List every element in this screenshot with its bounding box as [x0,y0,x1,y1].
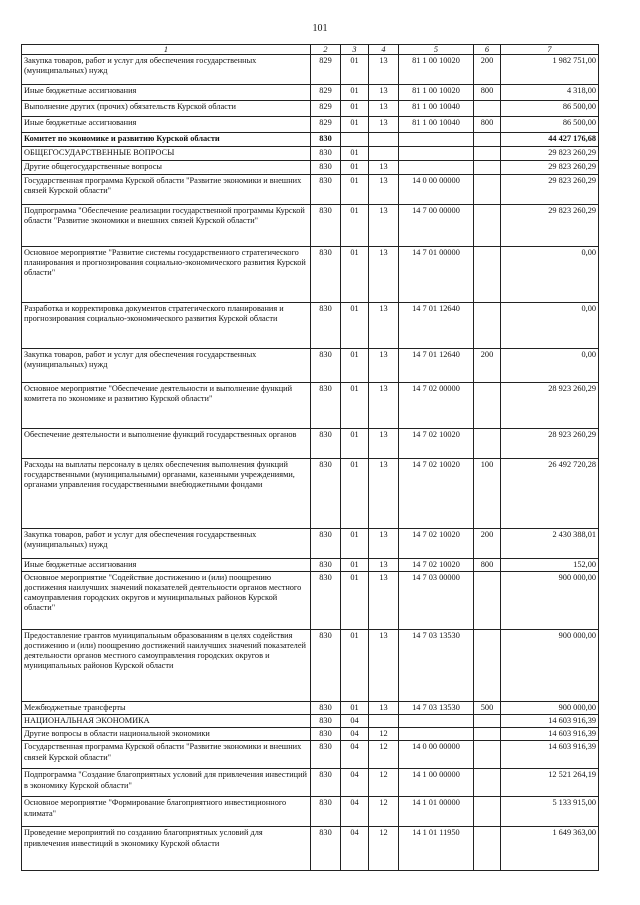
header-col-5: 5 [399,45,474,55]
row-admin-code-cell: 829 [311,55,341,85]
row-name-cell: Закупка товаров, работ и услуг для обеспечения государственных (муниципальных) нужд [22,349,311,383]
row-name-cell: Иные бюджетные ассигнования [22,117,311,133]
row-name-cell: Другие вопросы в области национальной экономики [22,728,311,741]
row-amount-cell: 152,00 [501,559,599,572]
table-row [22,702,599,715]
row-target-article-cell: 81 1 00 10020 [399,55,474,85]
row-subsection-cell: 13 [369,247,399,303]
row-expense-type-cell [474,741,501,769]
row-name-cell: Комитет по экономике и развитию Курской области [22,133,311,147]
header-col-3: 3 [341,45,369,55]
row-section-cell: 04 [341,769,369,797]
budget-table [21,44,599,871]
row-subsection-cell: 13 [369,572,399,630]
row-target-article-cell: 14 7 00 00000 [399,205,474,247]
row-section-cell: 01 [341,529,369,559]
row-expense-type-cell [474,205,501,247]
row-admin-code-cell: 830 [311,572,341,630]
row-subsection-cell: 13 [369,383,399,429]
row-name-cell: Проведение мероприятий по созданию благоприятных условий для привлечения инвестиций в экономику Курской области [22,827,311,871]
table-row [22,175,599,205]
row-target-article-cell: 14 7 01 00000 [399,247,474,303]
row-section-cell: 01 [341,85,369,101]
row-target-article-cell: 14 7 02 10020 [399,559,474,572]
row-target-article-cell: 14 7 01 12640 [399,349,474,383]
page-number: 101 [312,23,328,34]
row-expense-type-cell [474,175,501,205]
row-subsection-cell: 13 [369,175,399,205]
row-amount-cell: 1 982 751,00 [501,55,599,85]
row-expense-type-cell [474,769,501,797]
row-section-cell: 01 [341,161,369,175]
row-expense-type-cell [474,161,501,175]
table-row [22,459,599,529]
row-name-cell: Другие общегосударственные вопросы [22,161,311,175]
row-amount-cell: 26 492 720,28 [501,459,599,529]
row-target-article-cell [399,715,474,728]
row-amount-cell: 14 603 916,39 [501,715,599,728]
row-expense-type-cell [474,147,501,161]
table-row [22,741,599,769]
row-section-cell [341,133,369,147]
row-admin-code-cell: 830 [311,741,341,769]
row-admin-code-cell: 830 [311,559,341,572]
row-section-cell: 01 [341,147,369,161]
table-row [22,205,599,247]
row-amount-cell: 5 133 915,00 [501,797,599,827]
row-amount-cell: 29 823 260,29 [501,147,599,161]
row-admin-code-cell: 829 [311,85,341,101]
row-section-cell: 04 [341,797,369,827]
row-admin-code-cell: 830 [311,702,341,715]
row-expense-type-cell [474,827,501,871]
row-subsection-cell: 13 [369,101,399,117]
table-row [22,529,599,559]
row-name-cell: Закупка товаров, работ и услуг для обеспечения государственных (муниципальных) нужд [22,529,311,559]
row-subsection-cell [369,715,399,728]
row-name-cell: ОБЩЕГОСУДАРСТВЕННЫЕ ВОПРОСЫ [22,147,311,161]
row-name-cell: Государственная программа Курской области "Развитие экономики и внешних связей Курской области" [22,741,311,769]
row-admin-code-cell: 830 [311,205,341,247]
row-expense-type-cell [474,797,501,827]
row-subsection-cell: 13 [369,429,399,459]
row-admin-code-cell: 830 [311,147,341,161]
row-admin-code-cell: 830 [311,429,341,459]
header-col-1: 1 [22,45,311,55]
row-section-cell: 01 [341,459,369,529]
row-subsection-cell: 12 [369,741,399,769]
row-name-cell: Основное мероприятие "Развитие системы государственного стратегического планирования и прогнозирования социально-экономического развития Курской области" [22,247,311,303]
table-row [22,827,599,871]
row-expense-type-cell [474,728,501,741]
row-name-cell: Подпрограмма "Обеспечение реализации государственной программы Курской области "Развитие экономики и внешних связей Курской области" [22,205,311,247]
row-amount-cell: 29 823 260,29 [501,161,599,175]
row-name-cell: Государственная программа Курской области "Развитие экономики и внешних связей Курской области" [22,175,311,205]
row-expense-type-cell: 200 [474,55,501,85]
table-row [22,797,599,827]
row-target-article-cell: 14 1 01 11950 [399,827,474,871]
table-row [22,85,599,101]
row-expense-type-cell [474,715,501,728]
row-amount-cell: 900 000,00 [501,572,599,630]
row-section-cell: 01 [341,559,369,572]
row-target-article-cell: 14 7 02 10020 [399,459,474,529]
row-name-cell: Основное мероприятие "Содействие достижению и (или) поощрению достижения наилучших значений показателей деятельности органов местного самоуправления городских округов и муниципальных районов Курской области" [22,572,311,630]
row-amount-cell: 1 649 363,00 [501,827,599,871]
row-name-cell: Иные бюджетные ассигнования [22,559,311,572]
row-amount-cell: 14 603 916,39 [501,728,599,741]
row-section-cell: 04 [341,715,369,728]
row-subsection-cell [369,133,399,147]
row-subsection-cell [369,147,399,161]
row-target-article-cell: 14 1 00 00000 [399,769,474,797]
row-subsection-cell: 13 [369,117,399,133]
header-col-4: 4 [369,45,399,55]
row-admin-code-cell: 830 [311,769,341,797]
row-name-cell: Разработка и корректировка документов стратегического планирования и прогнозирования социально-экономического развития Курской области [22,303,311,349]
row-target-article-cell: 14 0 00 00000 [399,741,474,769]
table-row [22,715,599,728]
row-amount-cell: 0,00 [501,349,599,383]
row-admin-code-cell: 830 [311,529,341,559]
row-subsection-cell: 13 [369,559,399,572]
row-subsection-cell: 12 [369,769,399,797]
row-admin-code-cell: 830 [311,133,341,147]
row-admin-code-cell: 830 [311,715,341,728]
row-expense-type-cell [474,572,501,630]
row-target-article-cell: 14 7 02 10020 [399,529,474,559]
row-target-article-cell [399,133,474,147]
row-admin-code-cell: 830 [311,797,341,827]
row-target-article-cell: 14 7 02 10020 [399,429,474,459]
row-section-cell: 01 [341,55,369,85]
row-subsection-cell: 13 [369,529,399,559]
row-expense-type-cell: 800 [474,559,501,572]
row-amount-cell: 900 000,00 [501,630,599,702]
row-section-cell: 01 [341,101,369,117]
row-admin-code-cell: 829 [311,117,341,133]
row-target-article-cell: 14 7 03 13530 [399,702,474,715]
row-name-cell: Межбюджетные трансферты [22,702,311,715]
row-section-cell: 04 [341,728,369,741]
row-amount-cell: 29 823 260,29 [501,205,599,247]
row-admin-code-cell: 830 [311,459,341,529]
row-target-article-cell: 14 7 03 13530 [399,630,474,702]
row-section-cell: 01 [341,205,369,247]
row-subsection-cell: 13 [369,630,399,702]
row-section-cell: 01 [341,429,369,459]
row-admin-code-cell: 830 [311,303,341,349]
row-amount-cell: 0,00 [501,303,599,349]
row-expense-type-cell: 800 [474,85,501,101]
row-section-cell: 01 [341,247,369,303]
table-row [22,383,599,429]
row-target-article-cell: 81 1 00 10020 [399,85,474,101]
table-row [22,630,599,702]
row-section-cell: 04 [341,741,369,769]
row-name-cell: Закупка товаров, работ и услуг для обеспечения государственных (муниципальных) нужд [22,55,311,85]
row-subsection-cell: 12 [369,728,399,741]
row-target-article-cell: 14 7 02 00000 [399,383,474,429]
row-admin-code-cell: 830 [311,827,341,871]
row-amount-cell: 900 000,00 [501,702,599,715]
row-admin-code-cell: 830 [311,630,341,702]
header-col-2: 2 [311,45,341,55]
row-expense-type-cell [474,101,501,117]
table-row [22,161,599,175]
row-amount-cell: 28 923 260,29 [501,383,599,429]
row-amount-cell: 44 427 176,68 [501,133,599,147]
row-name-cell: Подпрограмма "Создание благоприятных условий для привлечения инвестиций в экономику Курской области" [22,769,311,797]
row-admin-code-cell: 830 [311,728,341,741]
row-target-article-cell [399,147,474,161]
row-expense-type-cell: 500 [474,702,501,715]
table-row [22,147,599,161]
row-expense-type-cell: 200 [474,349,501,383]
header-col-6: 6 [474,45,501,55]
row-expense-type-cell [474,247,501,303]
row-section-cell: 01 [341,117,369,133]
row-name-cell: Обеспечение деятельности и выполнение функций государственных органов [22,429,311,459]
row-name-cell: Выполнение других (прочих) обязательств Курской области [22,101,311,117]
row-target-article-cell: 81 1 00 10040 [399,117,474,133]
table-row [22,247,599,303]
row-admin-code-cell: 830 [311,383,341,429]
row-section-cell: 04 [341,827,369,871]
row-amount-cell: 86 500,00 [501,101,599,117]
row-admin-code-cell: 830 [311,161,341,175]
row-target-article-cell: 14 7 03 00000 [399,572,474,630]
header-col-7: 7 [501,45,599,55]
row-expense-type-cell: 100 [474,459,501,529]
table-row [22,117,599,133]
row-target-article-cell: 14 0 00 00000 [399,175,474,205]
row-section-cell: 01 [341,702,369,715]
row-section-cell: 01 [341,383,369,429]
table-row [22,101,599,117]
row-subsection-cell: 13 [369,205,399,247]
row-target-article-cell [399,161,474,175]
row-expense-type-cell [474,630,501,702]
table-row [22,572,599,630]
row-name-cell: Иные бюджетные ассигнования [22,85,311,101]
row-section-cell: 01 [341,572,369,630]
row-expense-type-cell [474,383,501,429]
row-amount-cell: 12 521 264,19 [501,769,599,797]
row-subsection-cell: 12 [369,827,399,871]
row-amount-cell: 14 603 916,39 [501,741,599,769]
row-admin-code-cell: 830 [311,175,341,205]
table-row [22,769,599,797]
row-expense-type-cell: 800 [474,117,501,133]
row-amount-cell: 29 823 260,29 [501,175,599,205]
table-row [22,728,599,741]
row-amount-cell: 4 318,00 [501,85,599,101]
row-subsection-cell: 13 [369,702,399,715]
table-row [22,429,599,459]
row-amount-cell: 2 430 388,01 [501,529,599,559]
row-target-article-cell: 14 1 01 00000 [399,797,474,827]
row-subsection-cell: 13 [369,161,399,175]
row-admin-code-cell: 830 [311,349,341,383]
row-name-cell: Основное мероприятие "Обеспечение деятельности и выполнение функций комитета по экономике и развитию Курской области" [22,383,311,429]
row-admin-code-cell: 829 [311,101,341,117]
row-expense-type-cell [474,429,501,459]
row-target-article-cell: 14 7 01 12640 [399,303,474,349]
table-header-row [22,45,599,55]
row-subsection-cell: 13 [369,85,399,101]
row-section-cell: 01 [341,630,369,702]
row-amount-cell: 0,00 [501,247,599,303]
table-row [22,559,599,572]
row-admin-code-cell: 830 [311,247,341,303]
row-subsection-cell: 13 [369,459,399,529]
row-expense-type-cell [474,133,501,147]
row-expense-type-cell [474,303,501,349]
table-row [22,133,599,147]
table-body [22,55,599,871]
row-name-cell: Предоставление грантов муниципальным образованиям в целях содействия достижению и (или) поощрению достижений наилучших значений показателей деятельности органов местного самоуправления городских округов и муниципальных районов Курской области [22,630,311,702]
row-subsection-cell: 13 [369,55,399,85]
row-section-cell: 01 [341,349,369,383]
row-subsection-cell: 12 [369,797,399,827]
row-target-article-cell [399,728,474,741]
row-amount-cell: 28 923 260,29 [501,429,599,459]
table-row [22,303,599,349]
row-name-cell: Основное мероприятие "Формирование благоприятного инвестиционного климата" [22,797,311,827]
row-name-cell: Расходы на выплаты персоналу в целях обеспечения выполнения функций государственными (муниципальными) органами, казенными учреждениями, органами управления государственными внебюджетными фондами [22,459,311,529]
table-row [22,349,599,383]
table-row [22,55,599,85]
row-subsection-cell: 13 [369,303,399,349]
row-amount-cell: 86 500,00 [501,117,599,133]
row-section-cell: 01 [341,303,369,349]
row-expense-type-cell: 200 [474,529,501,559]
row-section-cell: 01 [341,175,369,205]
row-target-article-cell: 81 1 00 10040 [399,101,474,117]
row-name-cell: НАЦИОНАЛЬНАЯ ЭКОНОМИКА [22,715,311,728]
row-subsection-cell: 13 [369,349,399,383]
